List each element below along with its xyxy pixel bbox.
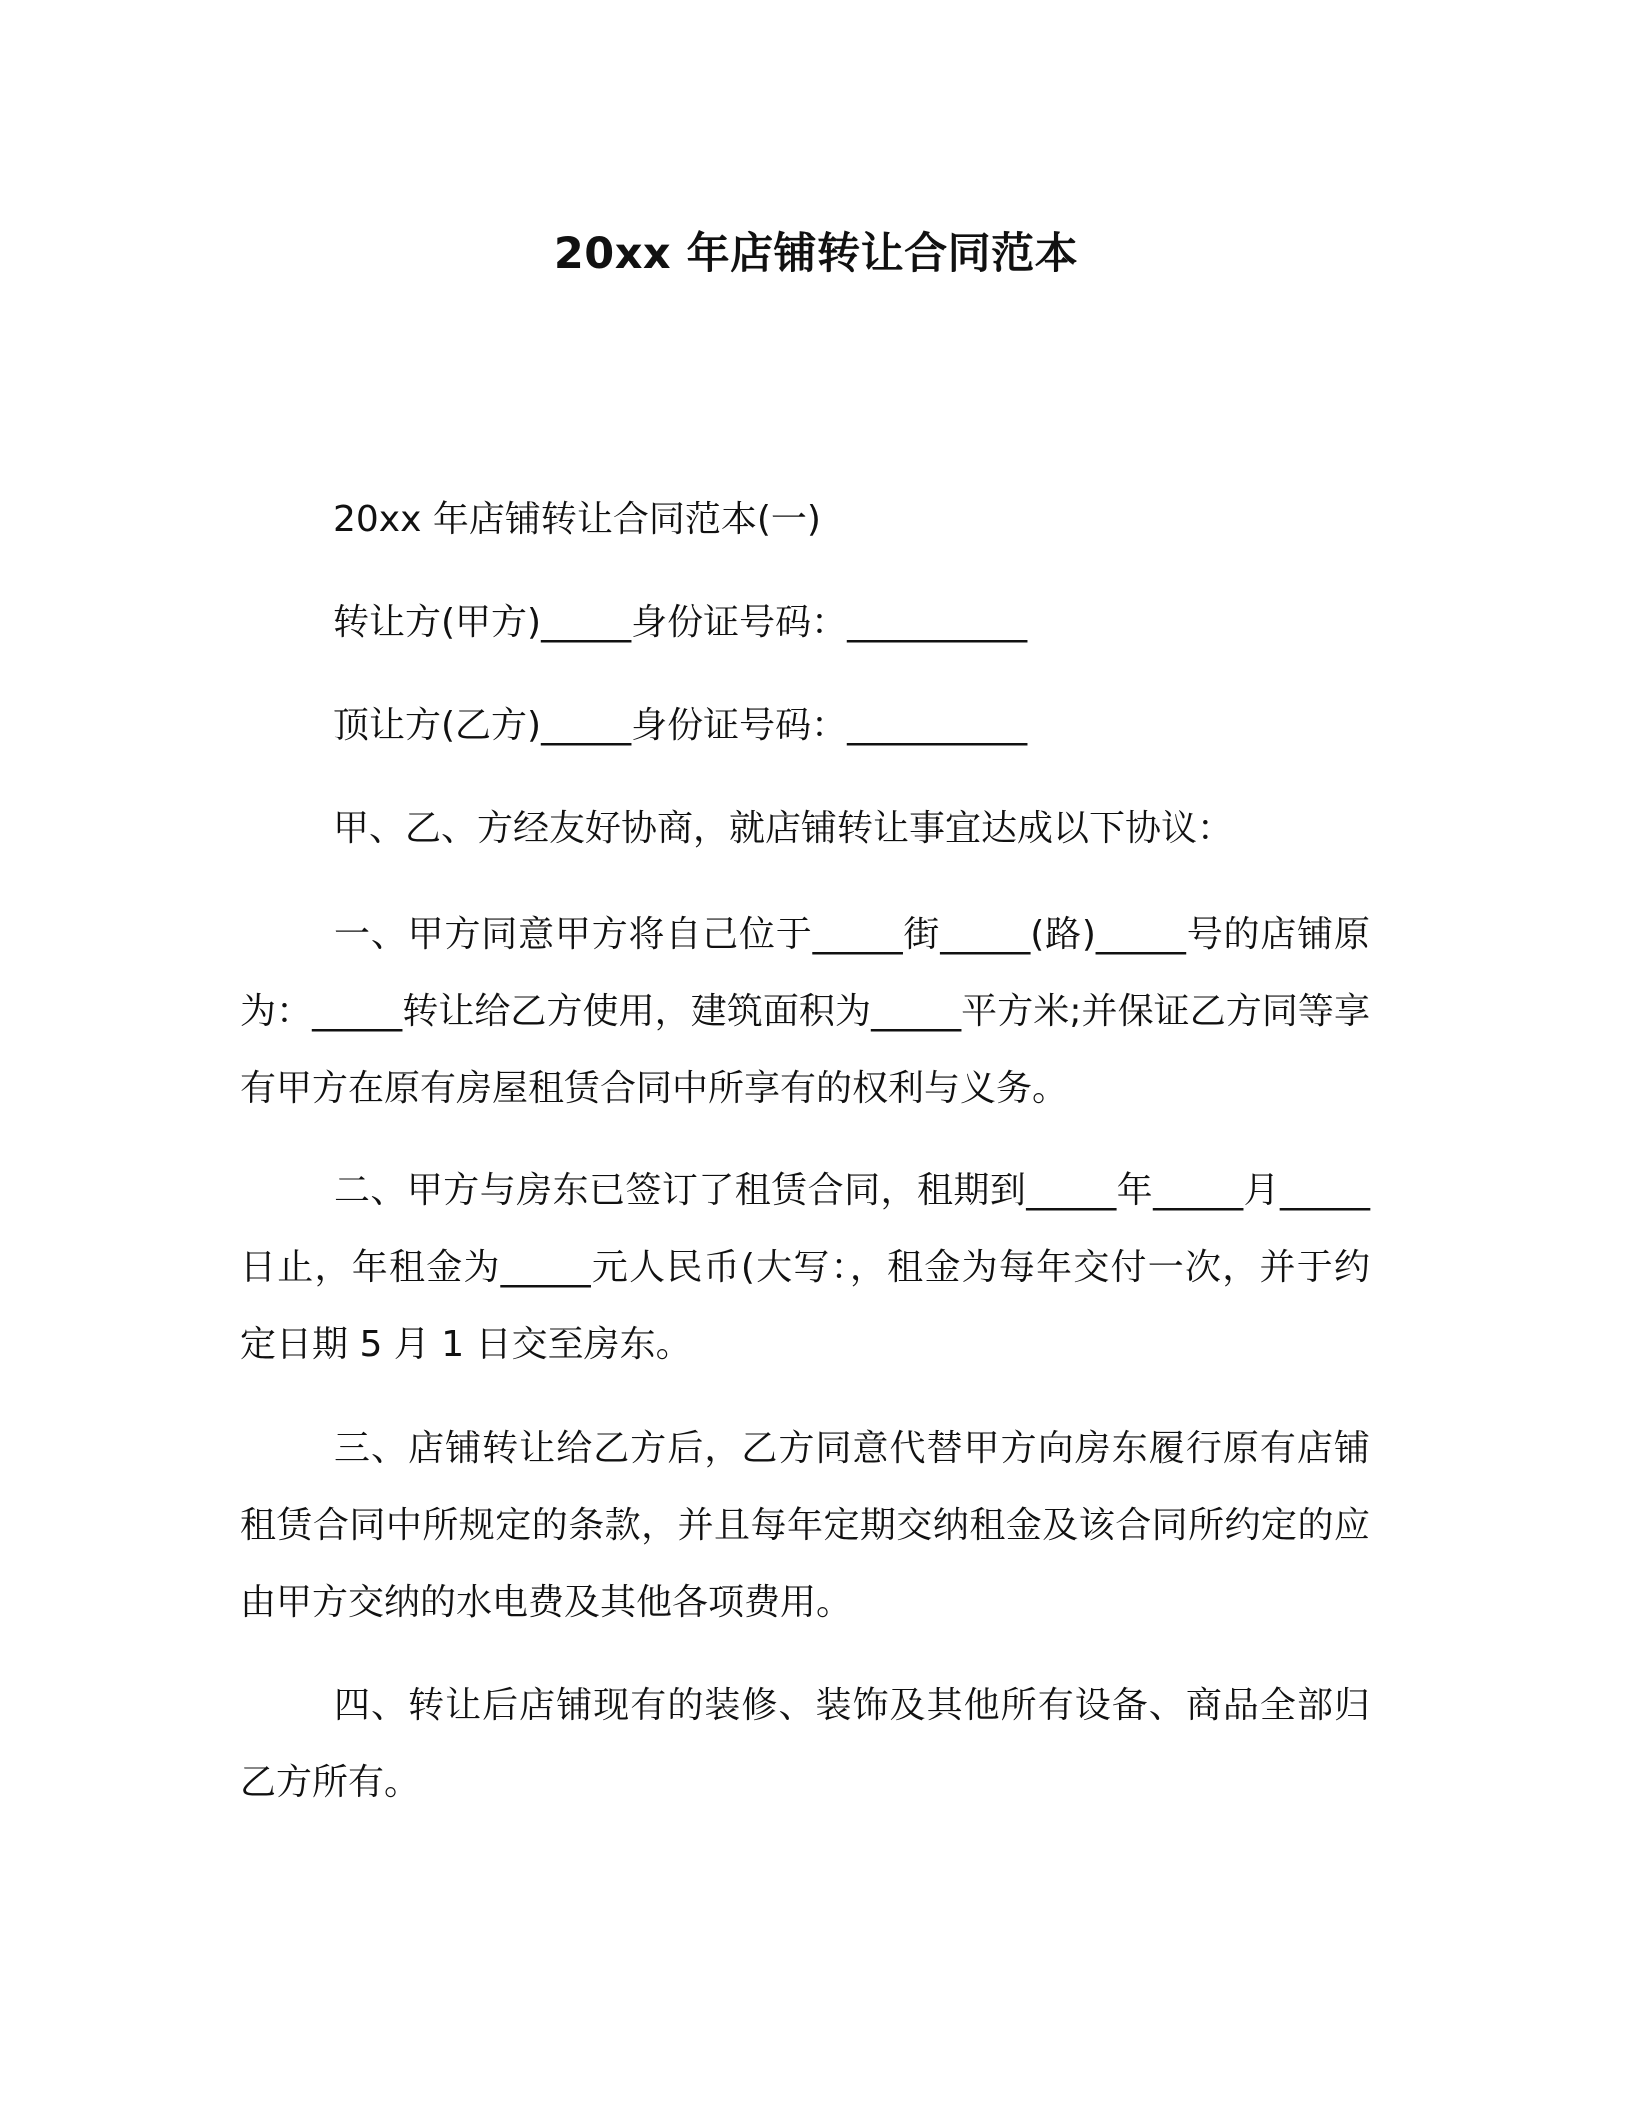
agreement-intro: 甲、乙、方经友好协商，就店铺转让事宜达成以下协议： [333, 808, 1234, 849]
party-a-line: 转让方(甲方)_____身份证号码：__________ [333, 602, 1028, 643]
clause-1: 一、甲方同意甲方将自己位于_____街_____(路)_____号的店铺原为：_____转让给乙方使用，建筑面积为_____平方米;并保证乙方同等享有甲方在原有房屋租赁合同中所享有的权利与义务。 [240, 914, 1370, 1109]
clause-3: 三、店铺转让给乙方后，乙方同意代替甲方向房东履行原有店铺租赁合同中所规定的条款，并且每年定期交纳租金及该合同所约定的应由甲方交纳的水电费及其他各项费用。 [240, 1428, 1370, 1623]
contract-subtitle: 20xx 年店铺转让合同范本(一) [333, 499, 821, 540]
clause-2: 二、甲方与房东已签订了租赁合同，租期到_____年_____月_____日止，年租金为_____元人民币(大写：，租金为每年交付一次，并于约定日期 5 月 1 日交至房东。 [240, 1170, 1370, 1365]
party-b-line: 顶让方(乙方)_____身份证号码：__________ [333, 705, 1028, 746]
document-title: 20xx 年店铺转让合同范本 [553, 229, 1079, 279]
clause-4: 四、转让后店铺现有的装修、装饰及其他所有设备、商品全部归乙方所有。 [240, 1685, 1370, 1803]
